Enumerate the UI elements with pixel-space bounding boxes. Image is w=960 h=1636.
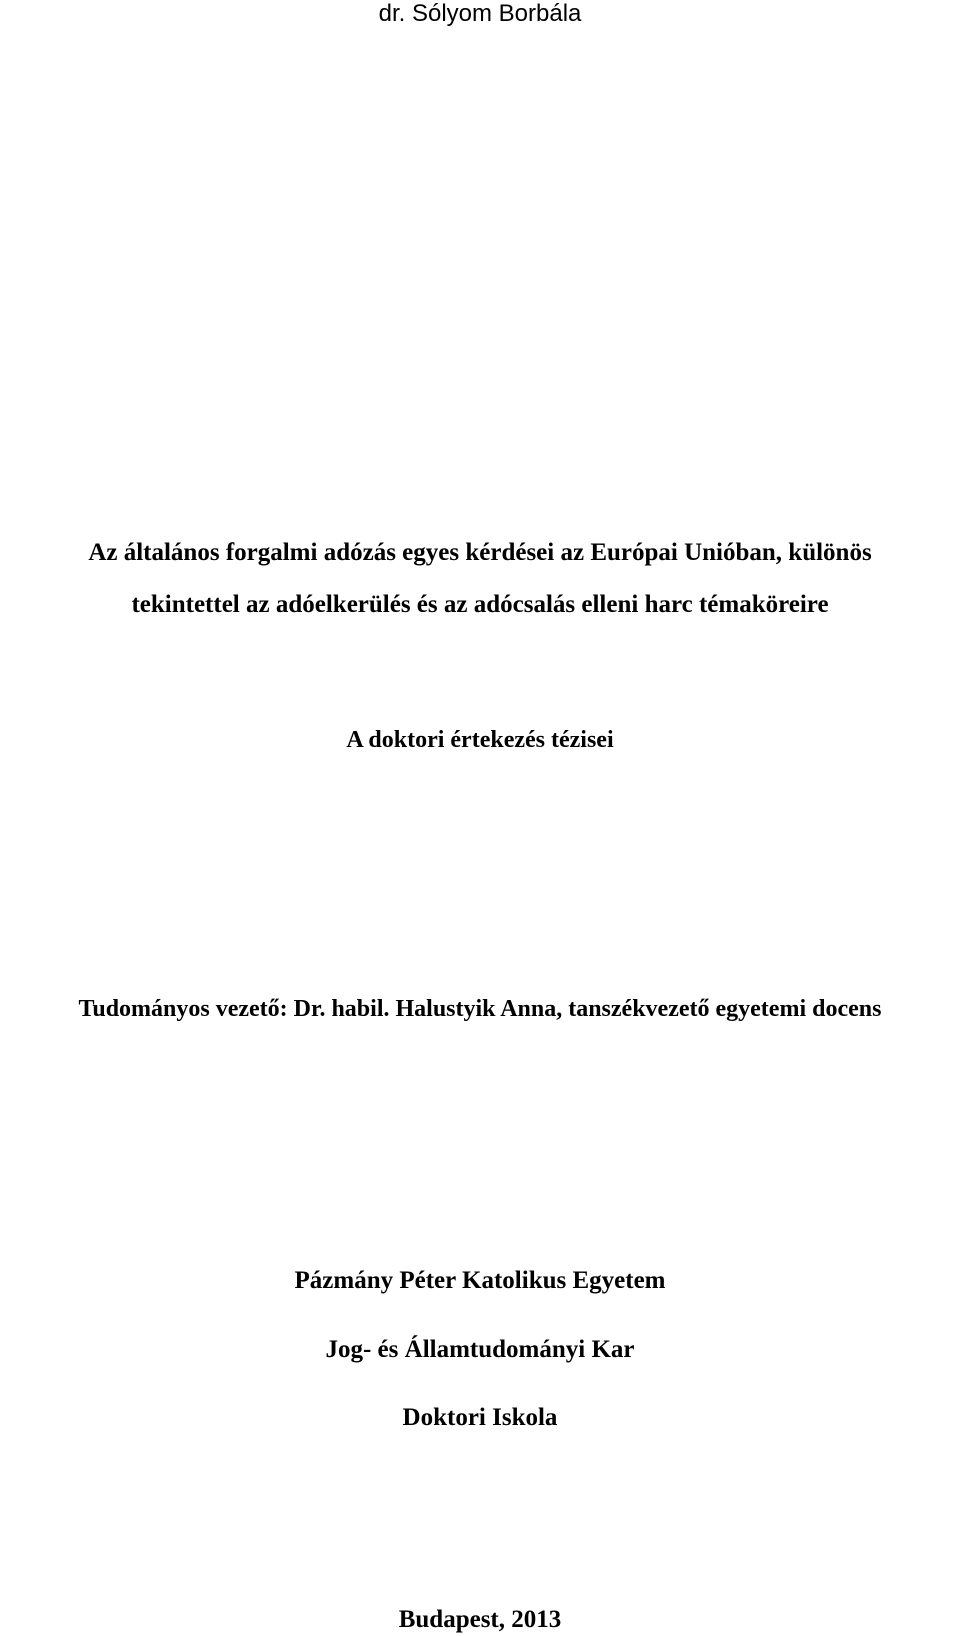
supervisor-line: Tudományos vezető: Dr. habil. Halustyik Anna, tanszékvezető egyetemi docens xyxy=(78,996,882,1022)
document-subtitle: A doktori értekezés tézisei xyxy=(346,727,614,753)
thesis-title-line-1: Az általános forgalmi adózás egyes kérdései az Európai Unióban, különös xyxy=(88,539,872,566)
author-name: dr. Sólyom Borbála xyxy=(378,0,582,27)
place-and-year: Budapest, 2013 xyxy=(398,1606,562,1633)
doctoral-school-name: Doktori Iskola xyxy=(402,1404,558,1431)
university-name: Pázmány Péter Katolikus Egyetem xyxy=(294,1267,666,1294)
faculty-name: Jog- és Államtudományi Kar xyxy=(325,1336,635,1363)
thesis-title-line-2: tekintettel az adóelkerülés és az adócsalás elleni harc témaköreire xyxy=(131,591,829,618)
